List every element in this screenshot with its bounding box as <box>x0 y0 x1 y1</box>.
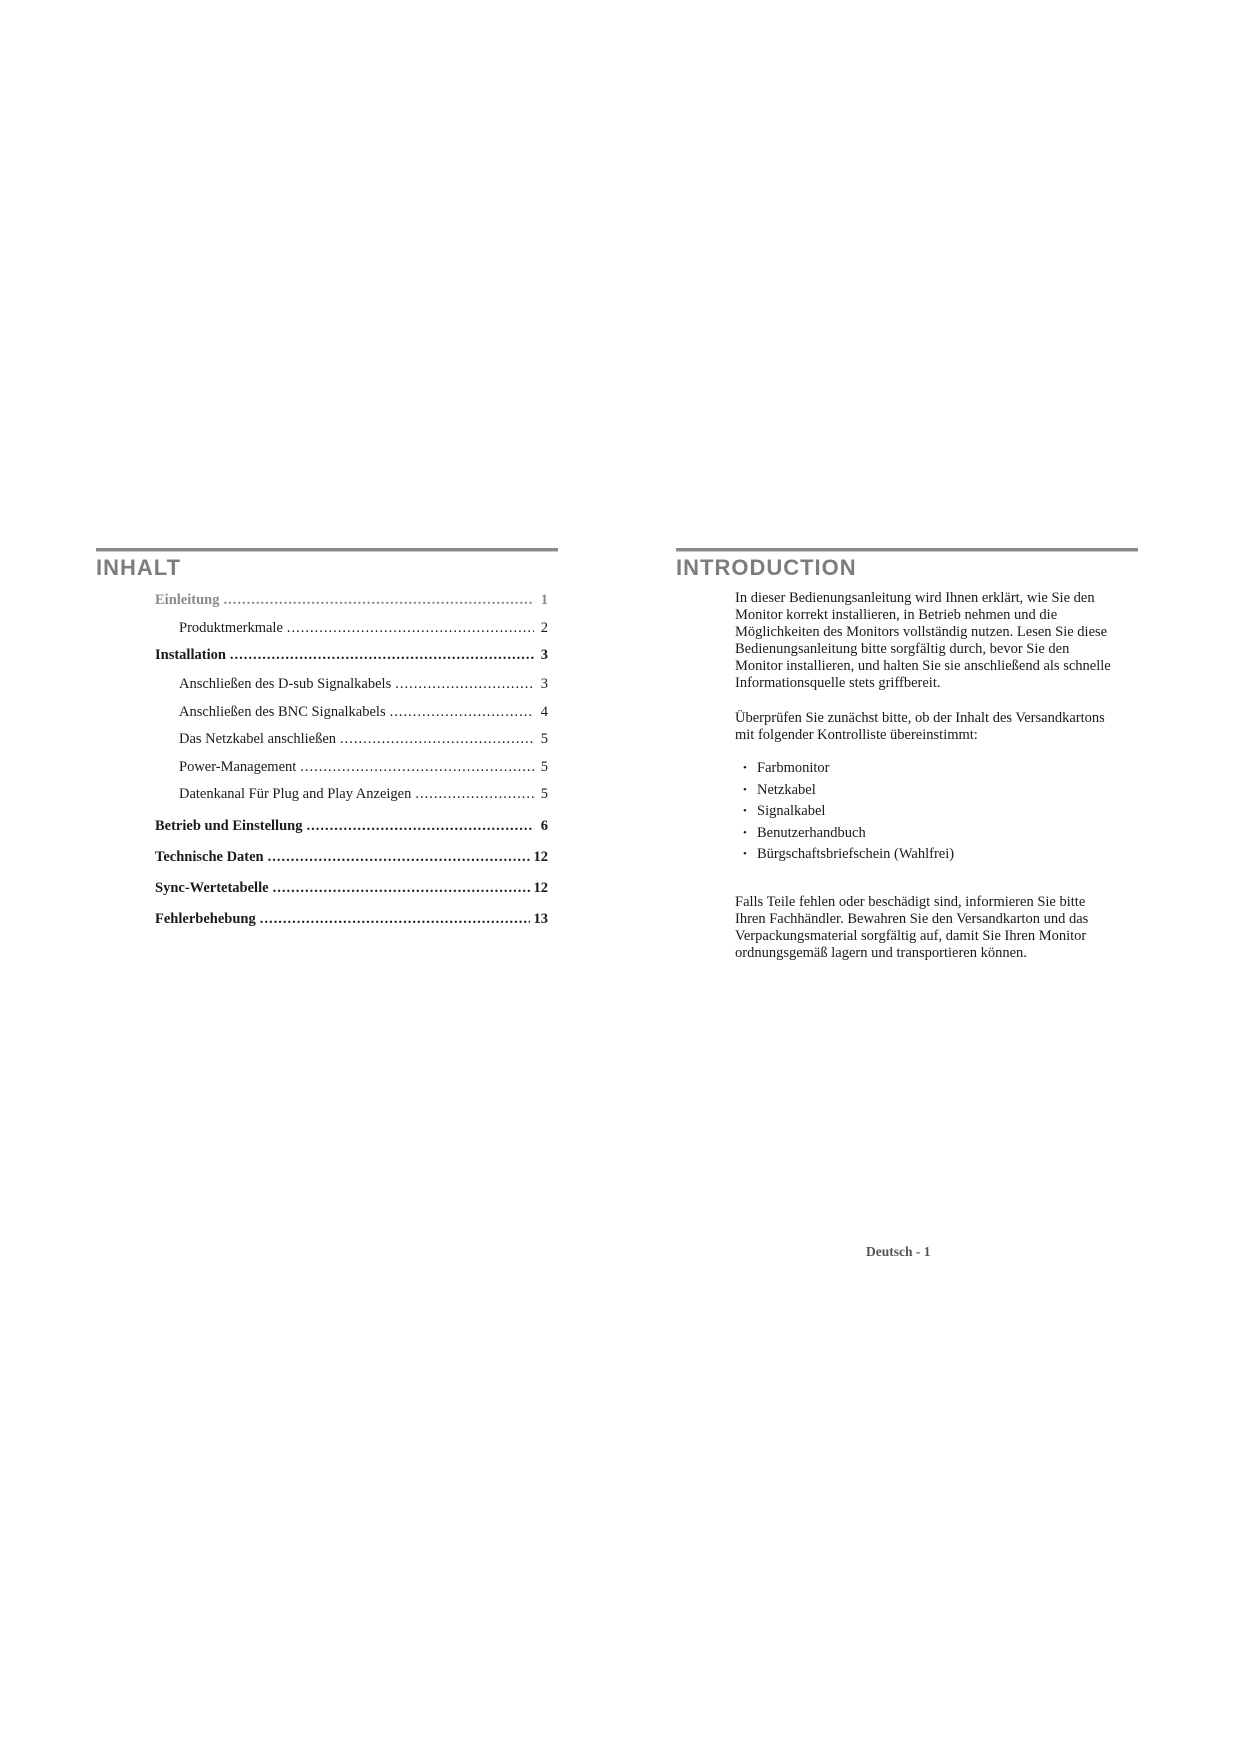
intro-paragraph <box>735 590 1135 692</box>
text-line: mit folgender Kontrolliste übereinstimmt: <box>735 727 978 743</box>
toc-entry-label: Anschließen des BNC Signalkabels <box>179 704 386 720</box>
bullet-icon: • <box>743 826 747 839</box>
checklist-item <box>735 823 1135 845</box>
toc-leader-dots <box>390 704 534 721</box>
intro-column <box>676 548 1138 962</box>
toc-entry-page: 12 <box>533 880 548 896</box>
toc-entry[interactable] <box>96 731 558 759</box>
intro-heading: INTRODUCTION <box>676 555 857 580</box>
bullet-icon: • <box>743 805 747 817</box>
toc-entry-label: Einleitung <box>155 592 220 608</box>
checklist-item-label: Signalkabel <box>757 803 826 819</box>
toc-heading: INHALT <box>96 555 182 580</box>
toc-leader-dots <box>340 731 534 748</box>
toc-entry-page: 3 <box>540 647 548 663</box>
toc-entry[interactable] <box>96 849 558 880</box>
toc-leader-dots <box>223 592 534 609</box>
toc-entry[interactable] <box>96 647 558 676</box>
toc-entry-page: 4 <box>540 704 548 720</box>
checklist-item-label: Netzkabel <box>757 781 816 798</box>
text-line: Informationsquelle stets griffbereit. <box>735 675 941 691</box>
checklist-item <box>735 758 1135 780</box>
checklist-intro-paragraph <box>735 710 1135 744</box>
toc-entry-page: 12 <box>533 849 548 865</box>
toc-entry[interactable] <box>96 759 558 786</box>
page-footer: Deutsch - 1 <box>866 1244 931 1259</box>
checklist-item-label: Farbmonitor <box>757 760 830 776</box>
text-line: Möglichkeiten des Monitors vollständig nutzen. Lesen Sie diese <box>735 624 1108 640</box>
toc-entry-page: 5 <box>540 731 548 747</box>
toc-entry[interactable] <box>96 704 558 731</box>
toc-entry-page: 5 <box>540 786 548 802</box>
toc-entry-label: Betrieb und Einstellung <box>155 818 303 834</box>
missing-parts-paragraph <box>735 894 1135 962</box>
text-line: Falls Teile fehlen oder beschädigt sind, informieren Sie bitte <box>735 893 1086 910</box>
toc-entry-page: 6 <box>540 818 548 834</box>
toc-leader-dots <box>260 911 530 928</box>
checklist-item <box>735 844 1135 866</box>
toc-entry[interactable] <box>96 676 558 704</box>
toc-entry-label: Sync-Wertetabelle <box>155 880 269 896</box>
toc-entry-page: 2 <box>540 620 548 636</box>
text-line: Bedienungsanleitung bitte sorgfältig durch, bevor Sie den <box>735 641 1070 657</box>
toc-entry-page: 13 <box>533 911 548 927</box>
toc-entry[interactable] <box>96 911 558 939</box>
toc-entry[interactable] <box>96 880 558 911</box>
text-line: In dieser Bedienungsanleitung wird Ihnen erklärt, wie Sie den <box>735 590 1095 606</box>
text-line: Ihren Fachhändler. Bewahren Sie den Versandkarton und das <box>735 910 1089 927</box>
toc-entry-page: 5 <box>540 759 548 775</box>
toc-entry[interactable] <box>96 818 558 849</box>
toc-entry-page: 3 <box>540 676 548 692</box>
toc-entry-label: Installation <box>155 647 226 663</box>
text-line: ordnungsgemäß lagern und transportieren können. <box>735 944 1027 961</box>
toc-entry-label: Das Netzkabel anschließen <box>179 731 337 747</box>
toc-leader-dots <box>306 818 534 835</box>
checklist-item <box>735 801 1135 823</box>
toc-leader-dots <box>415 786 534 803</box>
checklist <box>735 758 1135 866</box>
text-line: Verpackungsmaterial sorgfältig auf, damit Sie Ihren Monitor <box>735 927 1087 944</box>
toc-leader-dots <box>395 676 534 693</box>
toc-leader-dots <box>300 759 534 776</box>
intro-body <box>735 590 1135 962</box>
top-rule-left <box>96 548 558 552</box>
toc-entry-label: Produktmerkmale <box>179 620 283 636</box>
text-line: Monitor korrekt installieren, in Betrieb nehmen und die <box>735 607 1058 623</box>
checklist-item <box>735 780 1135 802</box>
toc-entry-label: Fehlerbehebung <box>155 911 256 927</box>
toc-leader-dots <box>230 647 534 664</box>
toc-column <box>96 548 558 939</box>
toc-entry-page: 1 <box>540 592 548 608</box>
toc-entry[interactable] <box>96 786 558 818</box>
toc-list <box>96 592 558 939</box>
bullet-icon: • <box>743 848 747 860</box>
toc-entry-label: Technische Daten <box>155 849 264 865</box>
bullet-icon: • <box>743 783 747 796</box>
text-line: Überprüfen Sie zunächst bitte, ob der Inhalt des Versandkartons <box>735 710 1105 726</box>
toc-entry-label: Datenkanal Für Plug and Play Anzeigen <box>179 786 412 802</box>
toc-leader-dots <box>273 880 530 897</box>
toc-entry[interactable] <box>96 620 558 647</box>
toc-entry-label: Power-Management <box>179 759 297 775</box>
bullet-icon: • <box>743 762 747 774</box>
top-rule-right <box>676 548 1138 552</box>
toc-entry-label: Anschließen des D-sub Signalkabels <box>179 676 392 692</box>
checklist-item-label: Bürgschaftsbriefschein (Wahlfrei) <box>757 846 955 862</box>
toc-entry[interactable] <box>96 592 558 620</box>
text-line: Monitor installieren, und halten Sie sie anschließend als schnelle <box>735 658 1111 674</box>
toc-leader-dots <box>287 620 534 637</box>
checklist-item-label: Benutzerhandbuch <box>757 824 866 841</box>
toc-leader-dots <box>268 849 530 866</box>
